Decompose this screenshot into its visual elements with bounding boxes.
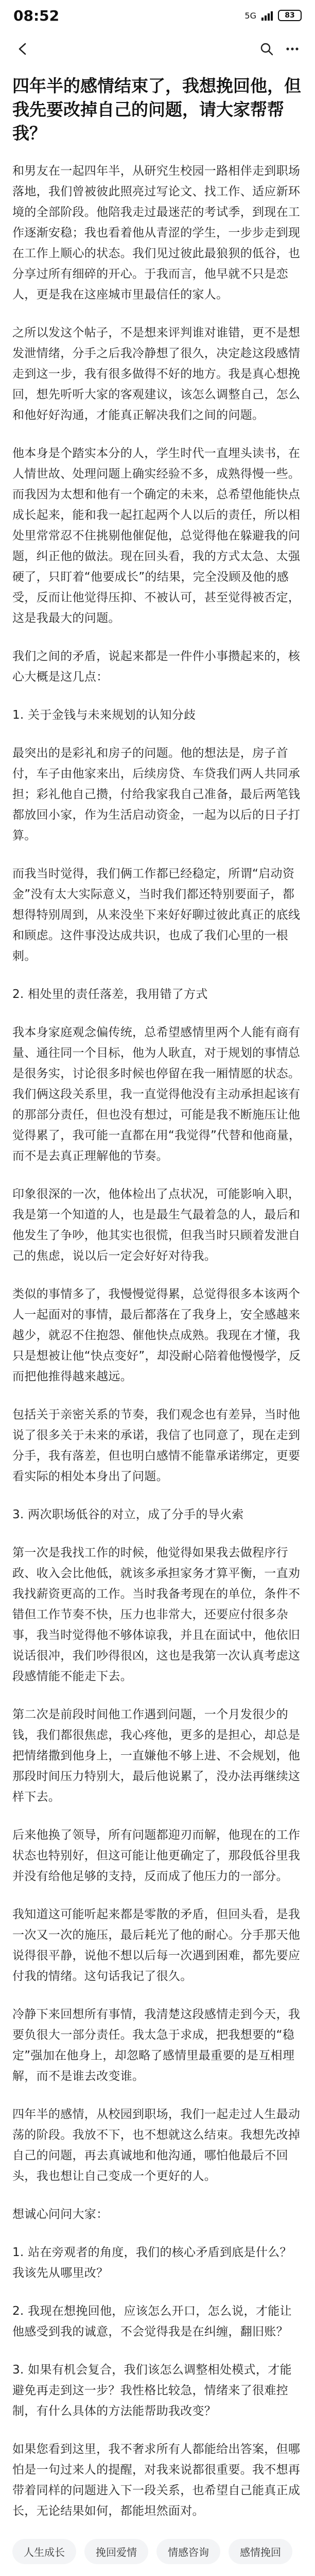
question-paragraph: 和男友在一起四年半，从研究生校园一路相伴走到职场落地，我们曾被彼此照亮过写论文、找工作、适应新环境的全部阶段。他陪我走过最迷茫的考试季，到现在工作逐渐安稳；我也看着他从青涩的学生，一步步走到现在工作上顺心的状态。我们见过彼此最狼狈的低谷，也分享过所有细碎的开心。于我而言，他早就不只是恋人，更是我在这座城市里最信任的家人。 [12,164,301,301]
question-paragraph: 之所以发这个帖子，不是想来评判谁对谁错，更不是想发泄情绪，分手之后我冷静想了很久，决定趁这段感情走到这一步，我有很多做得不好的地方。我是真心想挽回，想先听听大家的客观建议，该怎么调整自己，怎么和他好好沟通，才能真正解决我们之间的问题。 [12,326,301,422]
question-content [0,67,315,2576]
question-paragraph: 冷静下来回想所有事情，我清楚这段感情走到今天，我要负很大一部分责任。我太急于求成，把我想要的“稳定”强加在他身上，却忽略了感情里最重要的是互相理解，而不是谁去改变谁。 [12,2008,301,2083]
question-paragraph: 包括关于亲密关系的节奏，我们观念也有差异，当时他说了很多关于未来的承诺，我信了也同意了，现在走到分手，我有落差，但也明白感情不能靠承诺绑定，更要看实际的相处本身出了问题。 [12,1408,301,1483]
topic-tag[interactable]: 情感咨询 [156,2539,220,2564]
status-indicators [244,10,302,21]
question-paragraph: 1. 关于金钱与未来规划的认知分歧 [12,708,196,722]
status-bar [0,0,315,31]
search-icon [259,42,274,56]
question-paragraph: 第一次是我找工作的时候，他觉得如果我去做程序行政、收入会比他低，就该多承担家务才算平衡，一直劝我找薪资更高的工作。当时我备考现在的单位，条件不错但工作节奏不快，压力也非常大，还要应付很多杂事，我当时觉得他不够体谅我，并且在面试中，他依旧说话很冲，我们吵得很凶，这也是我第一次认真考虑这段感情能不能走下去。 [12,1546,301,1683]
question-paragraph: 而我当时觉得，我们俩工作都已经稳定，所谓“启动资金”没有太大实际意义，当时我们都还特别要面子，都想得特别周到，从来没坐下来好好聊过彼此真正的底线和顾虑。这件事没达成共识，也成了我们心里的一根刺。 [12,867,301,963]
question-paragraph: 3. 两次职场低谷的对立，成了分手的导火索 [12,1508,244,1521]
question-paragraph: 我知道这可能听起来都是零散的矛盾，但回头看，是我一次又一次的施压，最后耗光了他的耐心。分手那天他说得很平静，说他不想以后每一次遇到困难，都先要应付我的情绪。这句话我记了很久。 [12,1908,301,1983]
question-paragraph: 最突出的是彩礼和房子的问题。他的想法是，房子首付，车子由他家来出，后续房贷、车贷我们两人共同承担；彩礼他自己攒，付给我家我自己准备，最后两笔钱都放回小家，作为生活启动资金，一起为以后的日子打算。 [12,747,301,842]
battery-level: 83 [285,11,295,20]
topic-tag[interactable]: 人生成长 [12,2539,76,2564]
question-paragraph: 我们之间的矛盾，说起来都是一件件小事攒起来的，核心大概是这几点： [12,650,301,684]
question-title: 四年半的感情结束了，我想挽回他，但我先要改掉自己的问题，请大家帮帮我？ [12,76,301,143]
more-dots-icon [285,42,300,56]
search-button[interactable] [255,38,278,60]
back-button[interactable] [11,38,34,60]
status-time: 08:52 [13,7,60,24]
more-button[interactable] [281,38,304,60]
topic-tag[interactable]: 挽回爱情 [84,2539,148,2564]
topic-tag[interactable]: 感情挽回 [229,2539,292,2564]
question-paragraph: 想诚心问问大家： [12,2208,109,2221]
topic-tags [12,2539,303,2564]
network-label: 5G [244,10,256,21]
question-paragraph: 如果您看到这里，我不奢求所有人都能给出答案，但哪怕是一句过来人的提醒，对我来说都很重要。我不想再带着同样的问题进入下一段关系，也希望自己能真正成长，无论结果如何，都能坦然面对。 [12,2443,301,2518]
question-paragraph: 他本身是个踏实本分的人，学生时代一直埋头读书，在人情世故、处理问题上确实经验不多，成熟得慢一些。而我因为太想和他有一个确定的未来，总希望他能快点成长起来，能和我一起扛起两个人以后的责任，所以相处里常常忍不住挑剔他催促他，总觉得他在躲避我的问题，纠正他的做法。现在回头看，我的方式太急、太强硬了，只盯着“他要成长”的结果，完全没顾及他的感受，反而让他觉得压抑、不被认可，甚至觉得被否定，这是我最大的问题。 [12,447,301,625]
question-paragraph: 四年半的感情，从校园到职场，我们一起走过人生最动荡的阶段。我放不下，也不想就这么结束。我想先改掉自己的问题，再去真诚地和他沟通，哪怕他最后不回头，我也想让自己变成一个更好的人。 [12,2108,301,2183]
question-paragraph: 1. 站在旁观者的角度，我们的核心矛盾到底是什么？我该先从哪里改？ [12,2246,292,2280]
question-paragraph: 类似的事情多了，我慢慢觉得累，总觉得很多本该两个人一起面对的事情，最后都落在了我身上，安全感越来越少，就忍不住抱怨、催他快点成熟。我现在才懂，我只是想被让他“快点变好”，却没耐心陪着他慢慢学，反而把他推得越来越远。 [12,1287,301,1383]
question-paragraph: 后来他换了领导，所有问题都迎刃而解，他现在的工作状态也特别好，但这可能让他更确定了，那段低谷里我并没有给他足够的支持，反而成了他压力的一部分。 [12,1828,301,1883]
question-paragraph: 2. 相处里的责任落差，我用错了方式 [12,988,208,1001]
back-arrow-icon [16,42,29,56]
question-paragraph: 2. 我现在想挽回他，应该怎么开口，怎么说，才能让他感受到我的诚意，不会觉得我是在纠缠，翻旧账？ [12,2304,292,2338]
question-paragraph: 我本身家庭观念偏传统，总希望感情里两个人能有商有量、通往同一个目标，他为人耿直，对于规划的事情总是很务实，讨论很多时候也停留在我一厢情愿的状态。我们俩这段关系里，我一直觉得他没有主动承担起该有的那部分责任，但也没有想过，可能是我不断施压让他觉得累了，我可能一直都在用“我觉得”代替和他商量，而不是去真正理解他的节奏。 [12,1026,301,1163]
question-paragraph: 第二次是前段时间他工作遇到问题，一个月发很少的钱，我们都很焦虑，我心疼他，更多的是担心，却总是把情绪撒到他身上，一直嫌他不够上进、不会规划，他那段时间压力特别大，最后他说累了，没办法再继续这样下去。 [12,1708,301,1804]
navigation-bar [0,31,315,67]
battery-icon [278,10,302,21]
question-paragraph: 印象很深的一次，他体检出了点状况，可能影响入职，我是第一个知道的人，也是最生气最着急的人，最后和他发生了争吵，他其实也很慌，但我当时只顾着发泄自己的焦虑，说以后一定会好好对待我。 [12,1188,301,1263]
signal-icon [261,10,273,21]
question-paragraph: 3. 如果有机会复合，我们该怎么调整相处模式，才能避免再走到这一步？我性格比较急，情绪来了很难控制，有什么具体的方法能帮助我改变？ [12,2363,292,2418]
